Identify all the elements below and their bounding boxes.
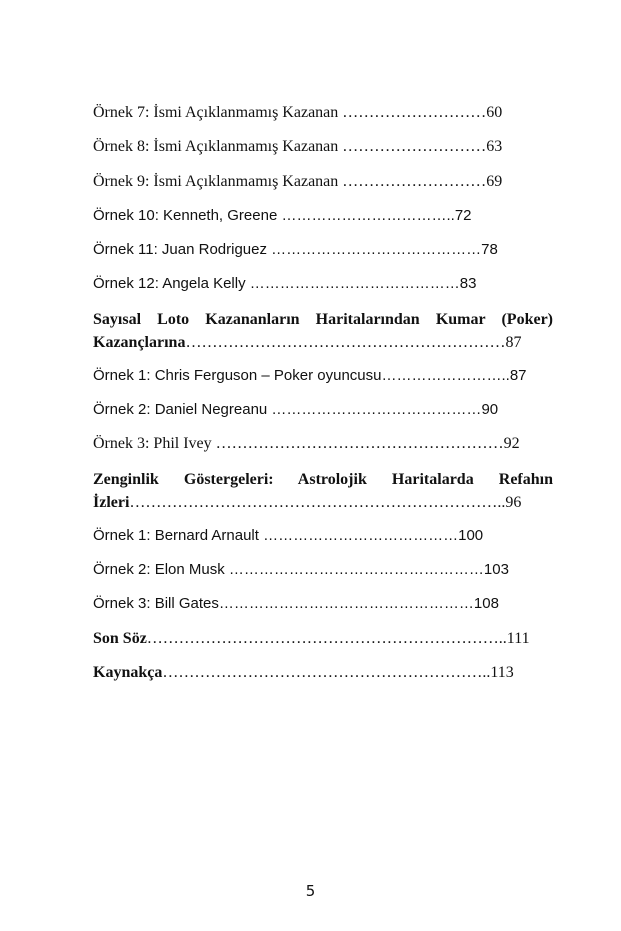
toc-entry-page: 63 xyxy=(486,138,503,156)
toc-entry-ornek-8 xyxy=(93,130,553,164)
toc-entry-leader: …………………………………………………… xyxy=(185,333,506,351)
toc-entry-title: Örnek 9: İsmi Açıklanmamış Kazanan xyxy=(93,172,339,190)
toc-entry-daniel-negreanu xyxy=(93,393,553,427)
toc-entry-title: Örnek 1: Bernard Arnault xyxy=(93,526,259,544)
toc-entry-title: Örnek 2: Elon Musk xyxy=(93,560,225,578)
toc-entry-kaynakca xyxy=(93,656,553,690)
toc-entry-leader: ……………………… xyxy=(338,104,487,121)
table-of-contents xyxy=(93,96,553,690)
toc-entry-chris-ferguson xyxy=(93,359,553,393)
toc-entry-leader: …………………………………………………….. xyxy=(162,663,491,681)
toc-entry-phil-ivey xyxy=(93,427,553,461)
toc-heading-line-2 xyxy=(93,491,553,514)
toc-entry-ornek-11 xyxy=(93,233,553,267)
toc-entry-leader: ……………………………………………… xyxy=(211,435,504,453)
toc-entry-title: Örnek 3: Phil Ivey xyxy=(93,435,212,453)
toc-entry-title: Örnek 8: İsmi Açıklanmamış Kazanan xyxy=(93,138,339,156)
toc-entry-leader: …………………………………………… xyxy=(224,560,484,578)
toc-entry-page: 103 xyxy=(483,560,509,578)
toc-entry-title: Kaynakça xyxy=(93,663,163,681)
toc-section-heading-wealth xyxy=(93,468,553,514)
toc-entry-page: 78 xyxy=(481,241,498,259)
toc-entry-page: 87 xyxy=(505,333,522,351)
toc-entry-page: 87 xyxy=(509,366,527,384)
toc-section-heading-poker xyxy=(93,308,553,354)
toc-entry-title: Örnek 1: Chris Ferguson – Poker oyuncusu xyxy=(93,366,382,384)
toc-entry-ornek-12 xyxy=(93,267,553,301)
toc-entry-page: 92 xyxy=(503,435,520,453)
toc-entry-leader: ……………………… xyxy=(338,172,487,190)
page-number: 5 xyxy=(305,882,316,900)
toc-entry-page: 100 xyxy=(458,526,484,544)
toc-entry-ornek-9 xyxy=(93,165,553,199)
toc-entry-leader: ………………………………… xyxy=(258,526,459,544)
toc-entry-page: 111 xyxy=(506,629,530,647)
toc-heading-line-1: Sayısal Loto Kazananların Haritalarından Kumar (Poker) xyxy=(93,310,553,328)
toc-entry-leader: …………………….. xyxy=(381,366,510,384)
toc-entry-leader: …………………………………… xyxy=(267,241,482,259)
toc-entry-elon-musk xyxy=(93,553,553,587)
toc-entry-title: Örnek 10: Kenneth, Greene xyxy=(93,206,278,224)
toc-entry-title: Son Söz xyxy=(93,629,147,647)
toc-entry-page: 108 xyxy=(473,595,499,613)
toc-entry-title: Örnek 12: Angela Kelly xyxy=(93,275,246,293)
toc-entry-leader: …………………………………………………………….. xyxy=(129,493,506,511)
toc-entry-title: Örnek 7: İsmi Açıklanmamış Kazanan xyxy=(93,104,339,121)
toc-entry-bernard-arnault xyxy=(93,519,553,553)
toc-entry-title: Örnek 3: Bill Gates xyxy=(93,595,219,613)
toc-entry-page: 72 xyxy=(454,206,472,224)
toc-entry-leader: …………………………………… xyxy=(267,401,482,419)
toc-entry-bill-gates xyxy=(93,587,553,621)
toc-entry-page: 96 xyxy=(505,493,522,511)
toc-entry-page: 60 xyxy=(486,104,503,121)
toc-entry-page: 83 xyxy=(459,275,477,293)
toc-entry-son-soz xyxy=(93,622,553,656)
toc-entry-title: Örnek 2: Daniel Negreanu xyxy=(93,401,268,419)
toc-heading-title-end: İzleri xyxy=(93,493,130,511)
toc-entry-title: Örnek 11: Juan Rodriguez xyxy=(93,241,267,259)
toc-entry-page: 113 xyxy=(490,663,514,681)
toc-entry-page: 69 xyxy=(486,172,503,190)
toc-entry-page: 90 xyxy=(481,401,499,419)
toc-entry-leader: …………………………….. xyxy=(277,206,455,224)
toc-entry-leader: ……………………… xyxy=(338,138,487,156)
toc-entry-ornek-10 xyxy=(93,199,553,233)
toc-heading-line-2 xyxy=(93,331,553,354)
toc-heading-line-1: Zenginlik Göstergeleri: Astrolojik Haritalarda Refahın xyxy=(93,470,553,488)
toc-entry-ornek-7 xyxy=(93,96,553,130)
toc-entry-leader: ………………………………………………………….. xyxy=(146,629,507,647)
toc-entry-leader: …………………………………………… xyxy=(218,595,474,613)
toc-entry-leader: …………………………………… xyxy=(245,275,460,293)
toc-heading-title-end: Kazançlarına xyxy=(93,333,186,351)
